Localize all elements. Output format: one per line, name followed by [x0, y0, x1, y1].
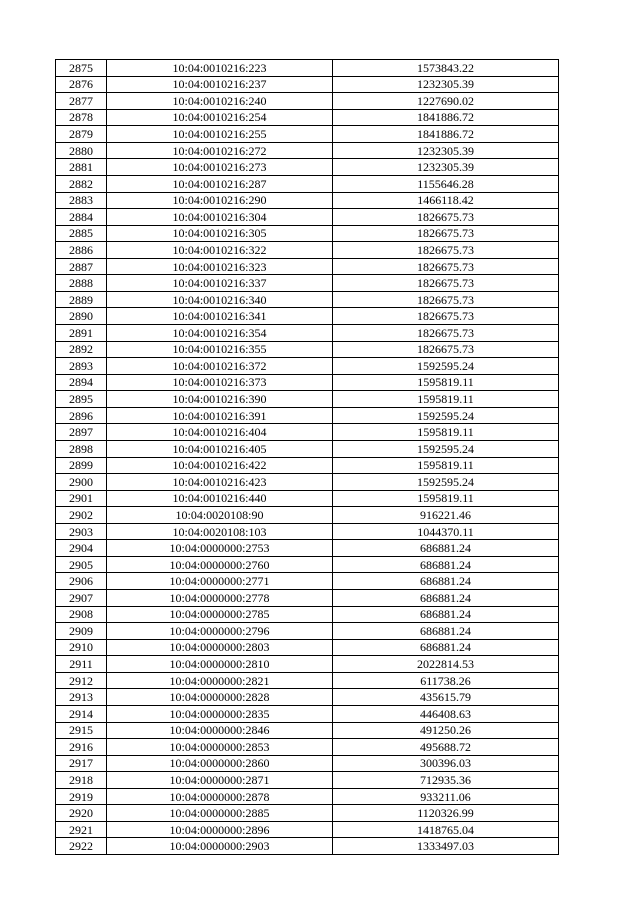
value-cell: 1227690.02 — [333, 93, 559, 110]
row-number-cell: 2880 — [56, 142, 107, 159]
cadastral-number-cell: 10:04:0010216:423 — [107, 474, 333, 491]
table-row — [56, 291, 559, 308]
row-number-cell: 2905 — [56, 556, 107, 573]
row-number-cell: 2919 — [56, 788, 107, 805]
cadastral-number-cell: 10:04:0010216:404 — [107, 424, 333, 441]
table-row — [56, 76, 559, 93]
row-number-cell: 2881 — [56, 159, 107, 176]
value-cell: 916221.46 — [333, 507, 559, 524]
table-row — [56, 242, 559, 259]
value-cell: 686881.24 — [333, 590, 559, 607]
value-cell: 2022814.53 — [333, 656, 559, 673]
table-row — [56, 788, 559, 805]
cadastral-number-cell: 10:04:0010216:405 — [107, 440, 333, 457]
table-row — [56, 474, 559, 491]
cadastral-number-cell: 10:04:0010216:237 — [107, 76, 333, 93]
row-number-cell: 2900 — [56, 474, 107, 491]
cadastral-number-cell: 10:04:0010216:223 — [107, 60, 333, 77]
table-row — [56, 109, 559, 126]
cadastral-number-cell: 10:04:0000000:2778 — [107, 590, 333, 607]
cadastral-number-cell: 10:04:0010216:422 — [107, 457, 333, 474]
cadastral-number-cell: 10:04:0010216:290 — [107, 192, 333, 209]
table-row — [56, 523, 559, 540]
value-cell: 1826675.73 — [333, 275, 559, 292]
cadastral-number-cell: 10:04:0010216:440 — [107, 490, 333, 507]
table-row — [56, 391, 559, 408]
table-row — [56, 225, 559, 242]
table-row — [56, 424, 559, 441]
row-number-cell: 2894 — [56, 374, 107, 391]
value-cell: 446408.63 — [333, 705, 559, 722]
row-number-cell: 2878 — [56, 109, 107, 126]
value-cell: 1155646.28 — [333, 175, 559, 192]
value-cell: 1592595.24 — [333, 407, 559, 424]
value-cell: 1826675.73 — [333, 291, 559, 308]
table-row — [56, 573, 559, 590]
cadastral-number-cell: 10:04:0010216:373 — [107, 374, 333, 391]
row-number-cell: 2910 — [56, 639, 107, 656]
cadastral-number-cell: 10:04:0010216:322 — [107, 242, 333, 259]
cadastral-number-cell: 10:04:0010216:254 — [107, 109, 333, 126]
value-cell: 1826675.73 — [333, 242, 559, 259]
value-cell: 1044370.11 — [333, 523, 559, 540]
table-row — [56, 590, 559, 607]
row-number-cell: 2916 — [56, 739, 107, 756]
value-cell: 1826675.73 — [333, 341, 559, 358]
value-cell: 1232305.39 — [333, 76, 559, 93]
cadastral-number-cell: 10:04:0000000:2803 — [107, 639, 333, 656]
table-row — [56, 440, 559, 457]
row-number-cell: 2911 — [56, 656, 107, 673]
value-cell: 1418765.04 — [333, 821, 559, 838]
table-row — [56, 192, 559, 209]
row-number-cell: 2897 — [56, 424, 107, 441]
table-row — [56, 358, 559, 375]
table-row — [56, 639, 559, 656]
row-number-cell: 2906 — [56, 573, 107, 590]
cadastral-number-cell: 10:04:0010216:390 — [107, 391, 333, 408]
cadastral-number-cell: 10:04:0010216:355 — [107, 341, 333, 358]
cadastral-number-cell: 10:04:0010216:305 — [107, 225, 333, 242]
value-cell: 686881.24 — [333, 573, 559, 590]
cadastral-number-cell: 10:04:0010216:337 — [107, 275, 333, 292]
table-row — [56, 772, 559, 789]
table-row — [56, 159, 559, 176]
row-number-cell: 2917 — [56, 755, 107, 772]
cadastral-number-cell: 10:04:0000000:2753 — [107, 540, 333, 557]
value-cell: 1595819.11 — [333, 424, 559, 441]
row-number-cell: 2912 — [56, 672, 107, 689]
row-number-cell: 2903 — [56, 523, 107, 540]
table-row — [56, 457, 559, 474]
cadastral-number-cell: 10:04:0000000:2860 — [107, 755, 333, 772]
table-row — [56, 821, 559, 838]
row-number-cell: 2909 — [56, 623, 107, 640]
value-cell: 491250.26 — [333, 722, 559, 739]
row-number-cell: 2901 — [56, 490, 107, 507]
row-number-cell: 2902 — [56, 507, 107, 524]
row-number-cell: 2876 — [56, 76, 107, 93]
cadastral-number-cell: 10:04:0010216:340 — [107, 291, 333, 308]
value-cell: 686881.24 — [333, 606, 559, 623]
value-cell: 1595819.11 — [333, 490, 559, 507]
row-number-cell: 2898 — [56, 440, 107, 457]
cadastral-number-cell: 10:04:0000000:2885 — [107, 805, 333, 822]
table-row — [56, 258, 559, 275]
cadastral-number-cell: 10:04:0000000:2871 — [107, 772, 333, 789]
row-number-cell: 2889 — [56, 291, 107, 308]
row-number-cell: 2914 — [56, 705, 107, 722]
row-number-cell: 2890 — [56, 308, 107, 325]
row-number-cell: 2907 — [56, 590, 107, 607]
table-row — [56, 126, 559, 143]
cadastral-number-cell: 10:04:0000000:2878 — [107, 788, 333, 805]
value-cell: 686881.24 — [333, 639, 559, 656]
row-number-cell: 2913 — [56, 689, 107, 706]
value-cell: 1826675.73 — [333, 225, 559, 242]
value-cell: 1232305.39 — [333, 159, 559, 176]
value-cell: 1333497.03 — [333, 838, 559, 855]
table-row — [56, 838, 559, 855]
row-number-cell: 2885 — [56, 225, 107, 242]
value-cell: 1841886.72 — [333, 126, 559, 143]
row-number-cell: 2891 — [56, 325, 107, 342]
value-cell: 300396.03 — [333, 755, 559, 772]
row-number-cell: 2896 — [56, 407, 107, 424]
cadastral-number-cell: 10:04:0000000:2810 — [107, 656, 333, 673]
row-number-cell: 2908 — [56, 606, 107, 623]
row-number-cell: 2887 — [56, 258, 107, 275]
table-row — [56, 672, 559, 689]
row-number-cell: 2922 — [56, 838, 107, 855]
cadastral-number-cell: 10:04:0000000:2903 — [107, 838, 333, 855]
table-row — [56, 656, 559, 673]
value-cell: 686881.24 — [333, 540, 559, 557]
cadastral-number-cell: 10:04:0000000:2828 — [107, 689, 333, 706]
row-number-cell: 2921 — [56, 821, 107, 838]
row-number-cell: 2884 — [56, 209, 107, 226]
row-number-cell: 2875 — [56, 60, 107, 77]
value-cell: 933211.06 — [333, 788, 559, 805]
row-number-cell: 2879 — [56, 126, 107, 143]
table-row — [56, 805, 559, 822]
row-number-cell: 2920 — [56, 805, 107, 822]
cadastral-number-cell: 10:04:0000000:2760 — [107, 556, 333, 573]
value-cell: 1595819.11 — [333, 391, 559, 408]
value-cell: 1466118.42 — [333, 192, 559, 209]
table-row — [56, 407, 559, 424]
cadastral-number-cell: 10:04:0000000:2853 — [107, 739, 333, 756]
table-body — [56, 60, 559, 855]
value-cell: 1592595.24 — [333, 440, 559, 457]
value-cell: 611738.26 — [333, 672, 559, 689]
value-cell: 1592595.24 — [333, 474, 559, 491]
row-number-cell: 2892 — [56, 341, 107, 358]
value-cell: 495688.72 — [333, 739, 559, 756]
value-cell: 435615.79 — [333, 689, 559, 706]
table-row — [56, 374, 559, 391]
row-number-cell: 2888 — [56, 275, 107, 292]
value-cell: 1826675.73 — [333, 325, 559, 342]
table-row — [56, 175, 559, 192]
value-cell: 686881.24 — [333, 556, 559, 573]
table-row — [56, 209, 559, 226]
row-number-cell: 2882 — [56, 175, 107, 192]
value-cell: 1595819.11 — [333, 374, 559, 391]
table-row — [56, 623, 559, 640]
table-row — [56, 142, 559, 159]
value-cell: 1120326.99 — [333, 805, 559, 822]
table-row — [56, 755, 559, 772]
table-row — [56, 490, 559, 507]
row-number-cell: 2895 — [56, 391, 107, 408]
value-cell: 1592595.24 — [333, 358, 559, 375]
row-number-cell: 2915 — [56, 722, 107, 739]
table-row — [56, 60, 559, 77]
cadastral-number-cell: 10:04:0010216:255 — [107, 126, 333, 143]
table-row — [56, 325, 559, 342]
cadastral-number-cell: 10:04:0000000:2771 — [107, 573, 333, 590]
cadastral-number-cell: 10:04:0000000:2846 — [107, 722, 333, 739]
value-cell: 1232305.39 — [333, 142, 559, 159]
table-row — [56, 308, 559, 325]
cadastral-number-cell: 10:04:0010216:323 — [107, 258, 333, 275]
table-row — [56, 507, 559, 524]
value-cell: 1573843.22 — [333, 60, 559, 77]
cadastral-number-cell: 10:04:0010216:304 — [107, 209, 333, 226]
cadastral-number-cell: 10:04:0010216:354 — [107, 325, 333, 342]
table-row — [56, 739, 559, 756]
row-number-cell: 2886 — [56, 242, 107, 259]
value-cell: 1826675.73 — [333, 209, 559, 226]
row-number-cell: 2877 — [56, 93, 107, 110]
row-number-cell: 2899 — [56, 457, 107, 474]
value-cell: 1595819.11 — [333, 457, 559, 474]
cadastral-number-cell: 10:04:0010216:240 — [107, 93, 333, 110]
row-number-cell: 2893 — [56, 358, 107, 375]
table-row — [56, 540, 559, 557]
table-row — [56, 606, 559, 623]
cadastral-number-cell: 10:04:0000000:2821 — [107, 672, 333, 689]
table-row — [56, 722, 559, 739]
cadastral-number-cell: 10:04:0020108:90 — [107, 507, 333, 524]
value-cell: 1826675.73 — [333, 308, 559, 325]
value-cell: 686881.24 — [333, 623, 559, 640]
cadastral-number-cell: 10:04:0000000:2896 — [107, 821, 333, 838]
cadastral-number-cell: 10:04:0010216:272 — [107, 142, 333, 159]
table-row — [56, 341, 559, 358]
cadastral-number-cell: 10:04:0010216:273 — [107, 159, 333, 176]
cadastral-number-cell: 10:04:0000000:2796 — [107, 623, 333, 640]
cadastral-number-cell: 10:04:0010216:391 — [107, 407, 333, 424]
table-row — [56, 689, 559, 706]
cadastral-value-table — [55, 59, 559, 855]
row-number-cell: 2918 — [56, 772, 107, 789]
cadastral-number-cell: 10:04:0010216:372 — [107, 358, 333, 375]
table-row — [56, 93, 559, 110]
value-cell: 1841886.72 — [333, 109, 559, 126]
row-number-cell: 2883 — [56, 192, 107, 209]
table-row — [56, 556, 559, 573]
cadastral-number-cell: 10:04:0010216:341 — [107, 308, 333, 325]
table-row — [56, 705, 559, 722]
table-row — [56, 275, 559, 292]
value-cell: 1826675.73 — [333, 258, 559, 275]
cadastral-number-cell: 10:04:0000000:2835 — [107, 705, 333, 722]
value-cell: 712935.36 — [333, 772, 559, 789]
cadastral-number-cell: 10:04:0020108:103 — [107, 523, 333, 540]
row-number-cell: 2904 — [56, 540, 107, 557]
cadastral-number-cell: 10:04:0000000:2785 — [107, 606, 333, 623]
cadastral-number-cell: 10:04:0010216:287 — [107, 175, 333, 192]
